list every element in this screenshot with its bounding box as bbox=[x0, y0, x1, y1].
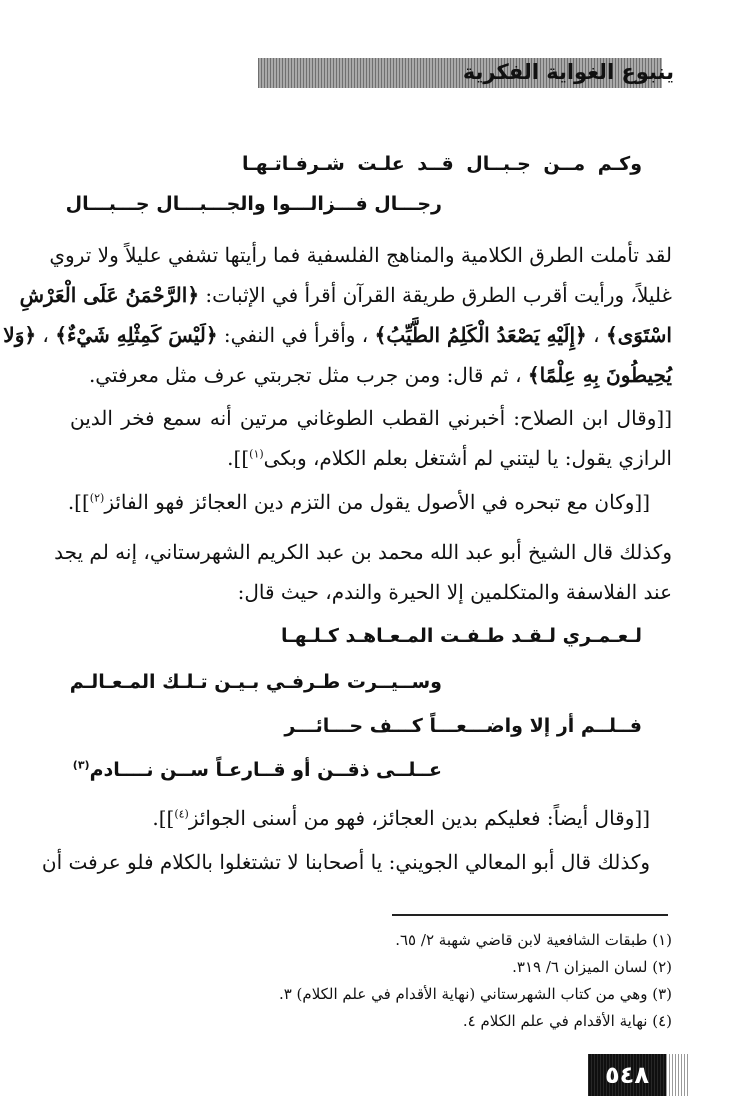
quran-quote: اسْتَوَى﴾ bbox=[605, 323, 672, 347]
verse-line: وســيــرت طـرفـي بـيـن تـلـك المـعـالـم bbox=[69, 671, 442, 693]
text-line: الرازي يقول: يا ليتني لم أشتغل بعلم الكلام، وبكى$^{(١)}$]]. bbox=[227, 446, 672, 470]
quran-quote: ﴿الرَّحْمَنُ عَلَى الْعَرْشِ bbox=[19, 283, 200, 307]
verse-line: فــلــم أر إلا واضـــعـــاً كـــف حـــائـــر bbox=[284, 715, 642, 737]
paragraph bbox=[54, 532, 672, 612]
footnote: (٣) وهي من كتاب الشهرستاني (نهاية الأقدام في علم الكلام) ٣. bbox=[278, 985, 672, 1003]
text-line: اسْتَوَى﴾ ، ﴿إِلَيْهِ يَصْعَدُ الْكَلِمُ الطَّيِّبُ﴾ ، وأقرأ في النفي: ﴿لَيْسَ كَمِثْلِهِ شَيْءٌ﴾ ، ﴿وَلا bbox=[3, 323, 672, 347]
footnote-ref[interactable]: (٢) bbox=[89, 491, 105, 505]
paragraph bbox=[67, 482, 672, 522]
text-line: عند الفلاسفة والمتكلمين إلا الحيرة والندم، حيث قال: bbox=[237, 580, 672, 604]
footnotes bbox=[112, 927, 672, 1035]
paragraph bbox=[3, 235, 672, 395]
verse-line: عــلــى ذقــن أو قــارعـاً ســن نــــادم$^{(٣)}$ bbox=[72, 758, 442, 781]
text-line: [[وكان مع تبحره في الأصول يقول من التزم دين العجائز فهو الفائز$^{(٢)}$]]. bbox=[67, 490, 650, 514]
page-number: ٥٤٨ bbox=[588, 1054, 666, 1096]
text-line: [[وقال ابن الصلاح: أخبرني القطب الطوغاني مرتين أنه سمع فخر الدين bbox=[70, 406, 672, 430]
text-line: وكذلك قال أبو المعالي الجويني: يا أصحابنا لا تشتغلوا بالكلام فلو عرفت أن bbox=[41, 850, 650, 874]
text-line: غليلاً، ورأيت أقرب الطرق طريقة القرآن أقرأ في الإثبات: ﴿الرَّحْمَنُ عَلَى الْعَرْشِ bbox=[19, 283, 672, 307]
verse-line: رجـــال فـــزالـــوا والجـــبـــال جـــبـــال bbox=[65, 193, 442, 215]
footnote-divider bbox=[392, 914, 668, 916]
verse-line: لـعـمـري لـقـد طـفـت المـعـاهـد كـلـهـا bbox=[280, 625, 642, 647]
footnote: (٤) نهاية الأقدام في علم الكلام ٤. bbox=[462, 1012, 672, 1030]
text-line: وكذلك قال الشيخ أبو عبد الله محمد بن عبد الكريم الشهرستاني، إنه لم يجد bbox=[54, 540, 672, 564]
footnote-ref[interactable]: (٤) bbox=[174, 807, 189, 821]
paragraph bbox=[41, 842, 672, 882]
paragraph bbox=[70, 798, 672, 838]
verse-line: وكـم مــن جـبــال قــد علـت شـرفـاتـهـا bbox=[242, 153, 642, 175]
footnote-ref[interactable]: (١) bbox=[249, 447, 264, 461]
running-title: ينبوع الغواية الفكرية bbox=[462, 60, 674, 84]
quran-quote: ﴿إِلَيْهِ يَصْعَدُ الْكَلِمُ الطَّيِّبُ﴾ bbox=[374, 323, 587, 347]
footnote-ref[interactable]: (٣) bbox=[72, 758, 90, 772]
footnote: (٢) لسان الميزان ٦/ ٣١٩. bbox=[512, 958, 672, 976]
quran-quote: يُحِيطُونَ بِهِ عِلْمًا﴾ bbox=[527, 363, 672, 387]
paragraph bbox=[70, 398, 672, 478]
scan-edge-texture bbox=[666, 1054, 688, 1096]
quran-quote: ﴿وَلا bbox=[3, 323, 37, 347]
text-line: [[وقال أيضاً: فعليكم بدين العجائز، فهو من أسنى الجوائز$^{(٤)}$]]. bbox=[152, 806, 650, 830]
text-line: يُحِيطُونَ بِهِ عِلْمًا﴾ ، ثم قال: ومن جرب مثل تجربتي عرف مثل معرفتي. bbox=[88, 363, 672, 387]
text-line: لقد تأملت الطرق الكلامية والمناهج الفلسفية فما رأيتها تشفي عليلاً ولا تروي bbox=[49, 243, 672, 267]
quran-quote: ﴿لَيْسَ كَمِثْلِهِ شَيْءٌ﴾ bbox=[55, 323, 218, 347]
footnote: (١) طبقات الشافعية لابن قاضي شهبة ٢/ ٦٥. bbox=[395, 931, 672, 949]
